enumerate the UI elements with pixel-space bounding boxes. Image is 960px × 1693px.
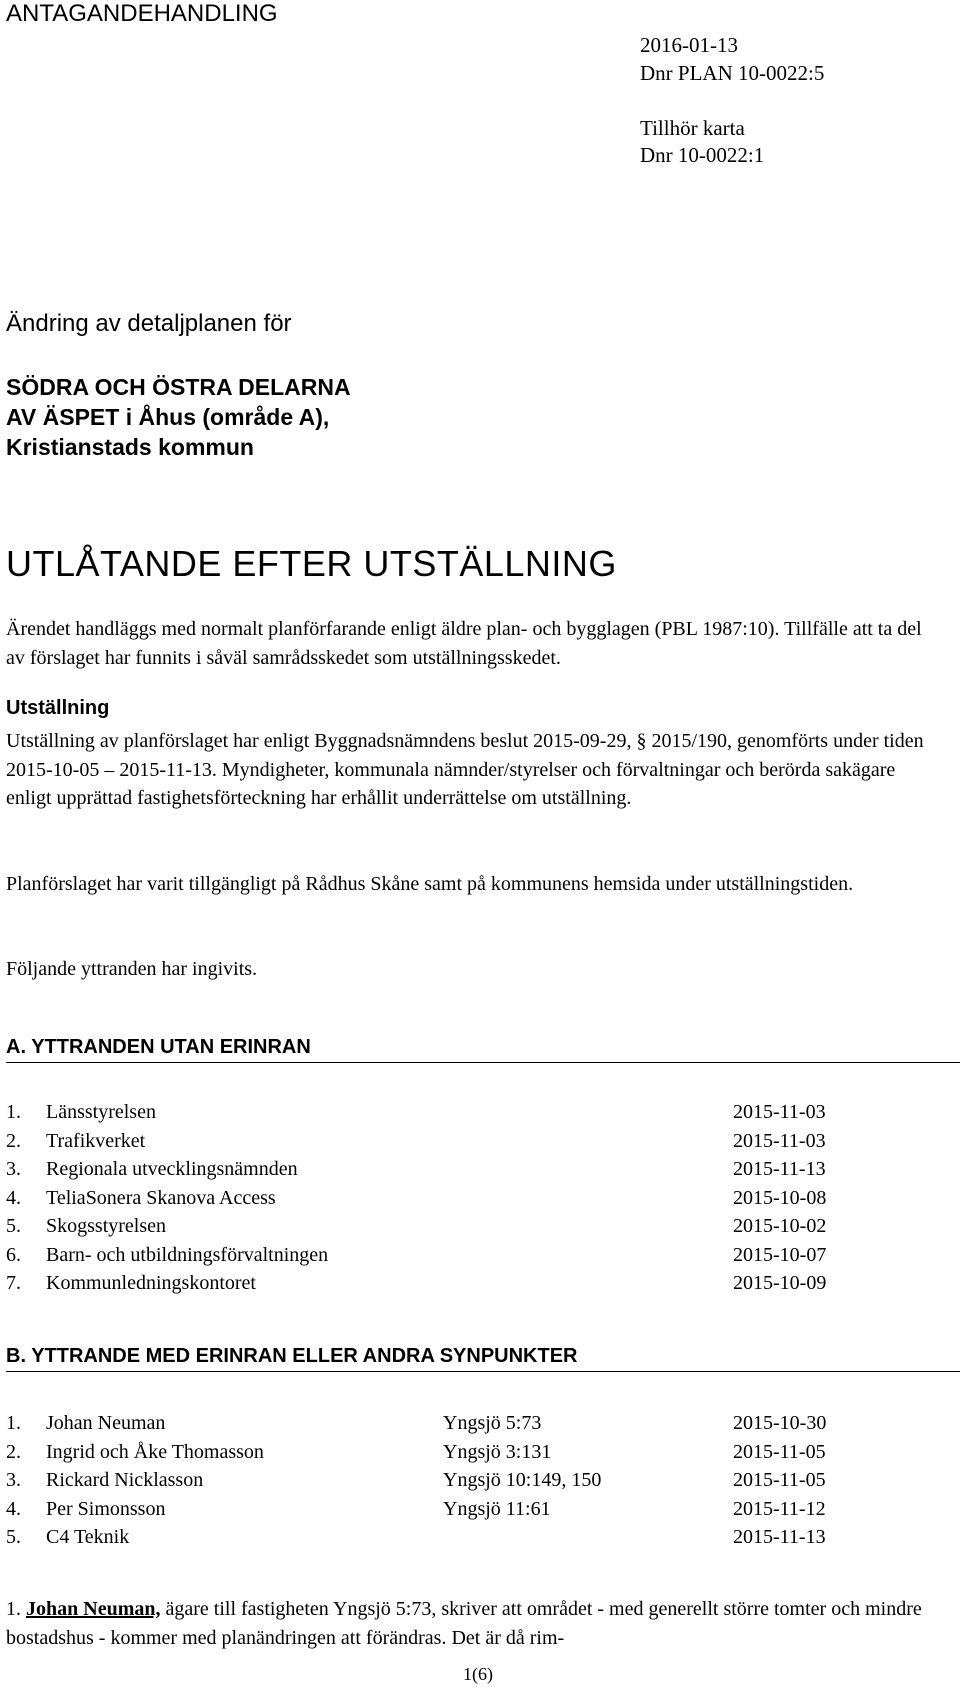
- item-name: C4 Teknik: [46, 1526, 130, 1548]
- list-item: [6, 1438, 946, 1467]
- item-number: 5.: [6, 1215, 21, 1237]
- plan-title: [6, 372, 351, 462]
- item-number: 2.: [6, 1129, 21, 1152]
- document-status-label: ANTAGANDEHANDLING: [6, 0, 278, 27]
- item-name: Rickard Nicklasson: [46, 1469, 204, 1491]
- item-date: 2015-11-05: [733, 1469, 826, 1491]
- section-title: UTLÅTANDE EFTER UTSTÄLLNING: [6, 543, 617, 584]
- item-name: Trafikverket: [46, 1129, 146, 1152]
- section-a-list: [6, 1098, 946, 1298]
- item-date: 2015-11-03: [733, 1129, 826, 1152]
- item-date: 2015-11-13: [733, 1158, 826, 1180]
- plan-intro: Ändring av detaljplanen för: [6, 310, 292, 337]
- item-property: Yngsjö 5:73: [443, 1412, 542, 1434]
- item-property: Yngsjö 11:61: [443, 1497, 551, 1520]
- item-name: Skogsstyrelsen: [46, 1215, 166, 1237]
- item-date: 2015-10-09: [733, 1272, 827, 1294]
- item-date: 2015-10-07: [733, 1243, 827, 1266]
- item-name: Ingrid och Åke Thomasson: [46, 1440, 264, 1463]
- list-item: [6, 1523, 946, 1552]
- response-name: Johan Neuman,: [26, 1598, 161, 1620]
- item-number: 1.: [6, 1412, 21, 1434]
- list-item: [6, 1269, 946, 1298]
- item-date: 2015-11-05: [733, 1440, 826, 1463]
- response-text: ägare till fastigheten Yngsjö 5:73, skriver att området - med generellt större tomter och mindre bostadshus - kommer med planändringen att förändras. Det är då rim-: [6, 1598, 922, 1649]
- item-number: 4.: [6, 1186, 21, 1209]
- diary-number: Dnr PLAN 10-0022:5: [640, 61, 825, 85]
- response-number: 1.: [6, 1598, 21, 1620]
- statements-intro: Följande yttranden har ingivits.: [6, 958, 258, 980]
- item-date: 2015-11-03: [733, 1101, 826, 1123]
- list-item: [6, 1409, 946, 1438]
- item-name: Johan Neuman: [46, 1412, 166, 1434]
- item-date: 2015-10-08: [733, 1186, 827, 1209]
- item-name: Regionala utvecklingsnämnden: [46, 1158, 298, 1180]
- item-number: 6.: [6, 1243, 21, 1266]
- section-a-heading: A. YTTRANDEN UTAN ERINRAN: [6, 1036, 960, 1063]
- page-number: 1(6): [463, 1664, 493, 1684]
- item-number: 3.: [6, 1469, 21, 1491]
- plan-title-line: Kristianstads kommun: [6, 434, 254, 460]
- item-name: Länsstyrelsen: [46, 1101, 156, 1123]
- item-date: 2015-10-02: [733, 1215, 827, 1237]
- list-item: [6, 1212, 946, 1241]
- plan-title-line: AV ÄSPET i Åhus (område A),: [6, 404, 330, 430]
- list-item: [6, 1495, 946, 1524]
- item-number: 2.: [6, 1440, 21, 1463]
- item-date: 2015-10-30: [733, 1412, 827, 1434]
- document-date: 2016-01-13: [640, 33, 738, 57]
- procedure-paragraph: Ärendet handläggs med normalt planförfarande enligt äldre plan- och bygglagen (PBL 1987:10). Tillfälle att ta del av förslaget har funnits i såväl samrådsskedet som utställningsskedet.: [6, 618, 922, 669]
- utstallning-paragraph: Utställning av planförslaget har enligt Byggnadsnämndens beslut 2015-09-29, § 2015/190, genomförts under tiden 2015-10-05 – 2015-11-13. Myndigheter, kommunala nämnder/styrelser och förvaltningar och berörda sakägare enligt upprättad fastighetsförteckning har erhållit underrättelse om utställning.: [6, 730, 924, 809]
- list-item: [6, 1127, 946, 1156]
- item-property: Yngsjö 3:131: [443, 1440, 552, 1463]
- list-item: [6, 1098, 946, 1127]
- list-item: [6, 1184, 946, 1213]
- item-name: Per Simonsson: [46, 1497, 166, 1520]
- belongs-to-map-label: Tillhör karta: [640, 116, 745, 140]
- item-number: 1.: [6, 1101, 21, 1123]
- item-date: 2015-11-12: [733, 1497, 826, 1520]
- item-number: 3.: [6, 1158, 21, 1180]
- list-item: [6, 1241, 946, 1270]
- section-b-heading: B. YTTRANDE MED ERINRAN ELLER ANDRA SYNPUNKTER: [6, 1345, 960, 1372]
- availability-paragraph: Planförslaget har varit tillgängligt på Rådhus Skåne samt på kommunens hemsida under utställningstiden.: [6, 873, 854, 895]
- item-property: Yngsjö 10:149, 150: [443, 1469, 602, 1491]
- item-number: 7.: [6, 1272, 21, 1294]
- utstallning-heading: Utställning: [6, 697, 110, 719]
- plan-title-line: SÖDRA OCH ÖSTRA DELARNA: [6, 374, 351, 400]
- item-name: Barn- och utbildningsförvaltningen: [46, 1243, 329, 1266]
- item-date: 2015-11-13: [733, 1526, 826, 1548]
- section-b-list: [6, 1409, 946, 1552]
- list-item: [6, 1155, 946, 1184]
- item-number: 5.: [6, 1526, 21, 1548]
- response-paragraph: [6, 1595, 936, 1652]
- item-name: Kommunledningskontoret: [46, 1272, 256, 1294]
- item-name: TeliaSonera Skanova Access: [46, 1186, 276, 1209]
- map-diary-number: Dnr 10-0022:1: [640, 143, 765, 167]
- list-item: [6, 1466, 946, 1495]
- item-number: 4.: [6, 1497, 21, 1520]
